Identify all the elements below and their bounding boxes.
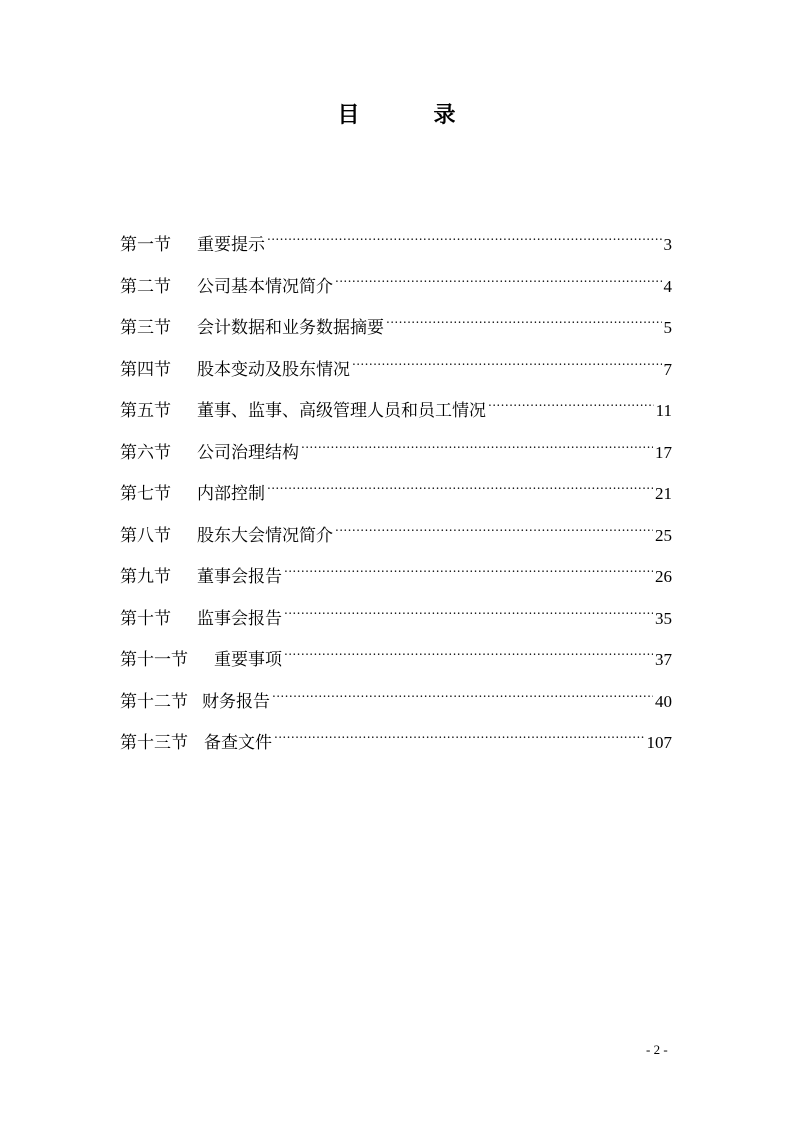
toc-entry[interactable] <box>120 347 672 389</box>
toc-entry[interactable] <box>120 430 672 472</box>
toc-leader-dots <box>284 637 653 665</box>
toc-page-number: 21 <box>655 484 672 503</box>
toc-title <box>0 100 793 132</box>
toc-page-number: 26 <box>655 567 672 586</box>
toc-section-number: 第九节 <box>120 567 171 587</box>
table-of-contents <box>120 222 672 762</box>
toc-page-number: 25 <box>655 525 672 545</box>
toc-section-title: 备查文件 <box>204 733 272 753</box>
toc-leader-dots <box>267 471 653 499</box>
toc-section-number: 第七节 <box>120 484 171 504</box>
toc-leader-dots <box>301 430 653 458</box>
toc-section-title: 董事会报告 <box>197 567 282 587</box>
toc-section-title: 监事会报告 <box>197 608 282 629</box>
toc-section-title: 重要事项 <box>214 650 282 670</box>
toc-section-title: 董事、监事、高级管理人员和员工情况 <box>197 401 486 421</box>
toc-entry[interactable] <box>120 305 672 347</box>
toc-section-number: 第四节 <box>120 359 171 380</box>
toc-page-number: 40 <box>655 691 672 711</box>
page-number: - 2 - <box>646 1042 668 1057</box>
toc-entry[interactable] <box>120 513 672 555</box>
toc-page-number: 107 <box>646 733 672 752</box>
toc-leader-dots <box>284 596 653 624</box>
toc-section-title: 财务报告 <box>202 691 270 712</box>
toc-page-number: 11 <box>655 401 672 420</box>
toc-leader-dots <box>352 347 662 375</box>
toc-entry[interactable] <box>120 264 672 306</box>
toc-entry[interactable] <box>120 679 672 721</box>
toc-section-number: 第三节 <box>120 318 171 338</box>
toc-section-number: 第八节 <box>120 525 171 546</box>
toc-leader-dots <box>274 720 645 748</box>
toc-title-right: 录 <box>433 103 456 128</box>
toc-section-number: 第十节 <box>120 608 171 629</box>
toc-section-number: 第一节 <box>120 235 171 255</box>
toc-page-number: 37 <box>655 650 672 669</box>
toc-entry[interactable] <box>120 222 672 264</box>
toc-section-number: 第六节 <box>120 442 171 463</box>
toc-entry[interactable] <box>120 720 672 762</box>
toc-entry[interactable] <box>120 388 672 430</box>
toc-page-number: 5 <box>663 318 672 337</box>
toc-section-title: 公司基本情况简介 <box>197 276 333 297</box>
toc-page-number: 35 <box>655 608 672 628</box>
toc-leader-dots <box>488 388 654 416</box>
toc-page-number: 17 <box>655 442 672 462</box>
toc-section-number: 第五节 <box>120 401 171 421</box>
toc-page-number: 3 <box>663 235 672 254</box>
toc-section-title: 股东大会情况简介 <box>197 525 333 546</box>
toc-entry[interactable] <box>120 637 672 679</box>
toc-section-title: 重要提示 <box>197 235 265 255</box>
toc-entry[interactable] <box>120 596 672 638</box>
toc-section-title: 股本变动及股东情况 <box>197 359 350 380</box>
toc-section-number: 第十二节 <box>120 691 188 712</box>
toc-section-number: 第二节 <box>120 276 171 297</box>
toc-section-number: 第十三节 <box>120 733 188 753</box>
toc-section-title: 内部控制 <box>197 484 265 504</box>
toc-leader-dots <box>335 264 662 292</box>
toc-entry[interactable] <box>120 554 672 596</box>
toc-leader-dots <box>284 554 653 582</box>
toc-entry[interactable] <box>120 471 672 513</box>
toc-leader-dots <box>272 679 653 707</box>
toc-leader-dots <box>335 513 653 541</box>
toc-title-left: 目 <box>337 103 360 128</box>
toc-page-number: 7 <box>663 359 672 379</box>
toc-page-number: 4 <box>663 276 672 296</box>
toc-leader-dots <box>386 305 662 333</box>
toc-section-title: 会计数据和业务数据摘要 <box>197 318 384 338</box>
toc-section-number: 第十一节 <box>120 650 188 670</box>
toc-section-title: 公司治理结构 <box>197 442 299 463</box>
toc-leader-dots <box>267 222 662 250</box>
